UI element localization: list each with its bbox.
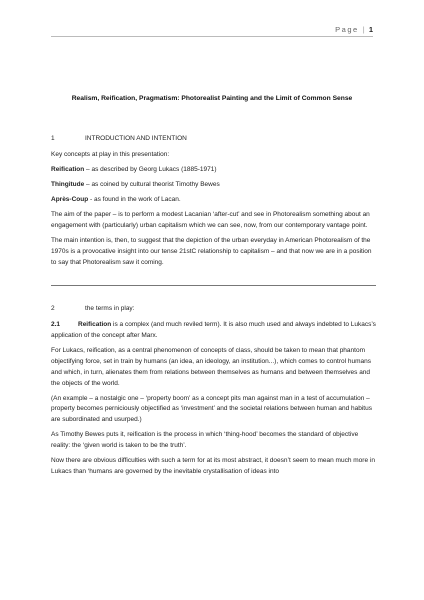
page-separator: | [360, 25, 367, 34]
concept-term: Après-Coup [51, 196, 89, 204]
subsection-2-1 [51, 320, 376, 342]
concept-item [51, 195, 376, 206]
document-body [51, 134, 376, 482]
section-2-title: the terms in play: [85, 305, 135, 313]
section-2-number: 2 [51, 305, 55, 313]
document-title: Realism, Reification, Pragmatism: Photorealist Painting and the Limit of Common Sense [71, 95, 353, 102]
section-2-heading [51, 304, 376, 315]
page-header [335, 25, 373, 34]
section-1-number: 1 [51, 135, 55, 142]
body-paragraph: (An example – a nostalgic one – ‘property boom’ as a concept pits man against man in a test of accumulation – property becomes perniciously objectified as ‘investment’ and the societal relations between human and habitus are subordinated and usurped.) [51, 394, 372, 424]
main-intention-paragraph: The main intention is, then, to suggest that the depiction of the urban everyday in American Photorealism of the 1970s is a provocative insight into our tense 21stC relationship to capitalism – and that now we are in a position to say that Photorealism saw it coming. [51, 237, 372, 266]
concept-term: Thingitude [51, 180, 85, 188]
section-1-title: INTRODUCTION AND INTENTION [85, 135, 187, 142]
section-divider [51, 285, 376, 286]
aim-paragraph: The aim of the paper – is to perform a modest Lacanian ‘after-cut’ and see in Photorealism something about an engagement with (particularly) urban capitalism which we can see, now, from our contemporary vantage point. [51, 211, 370, 229]
body-paragraph: As Timothy Bewes puts it, reification is the process in which ‘thing-hood’ becomes the standard of objective reality: the ‘given world is taken to be the truth’. [51, 431, 359, 450]
subsection-text: is a complex (and much reviled term). It is also much used and always indebted to Lukacs’s application of the concept after Marx. [51, 321, 376, 340]
subsection-number: 2.1 [51, 321, 61, 329]
concept-text: – as coined by cultural theorist Timothy Bewes [84, 180, 220, 188]
concept-term: Reification [51, 165, 85, 173]
subsection-term: Reification [78, 321, 112, 329]
concept-text: – as described by Georg Lukacs (1885-1971) [84, 165, 217, 173]
page-word: Page [335, 25, 359, 34]
section-1-heading [51, 134, 376, 145]
header-rule [51, 36, 373, 37]
concept-text: - as found in the work of Lacan. [88, 196, 181, 204]
body-paragraph: For Lukacs, reification, as a central phenomenon of concepts of class, should be taken to mean that phantom objectifying force, set in train by humans (an idea, an ideology, an institution...), which comes to control humans and which, in turn, alienates them from relations between themselves as humans and between themselves and the objects of the world. [51, 347, 371, 387]
body-paragraph: Now there are obvious difficulties with such a term for at its most abstract, it doesn’t seem to mean much more in Lukacs than ‘humans are governed by the inevitable crystallisation of ideas into [51, 457, 375, 475]
page-number: 1 [368, 25, 373, 34]
concept-item [51, 165, 376, 176]
concepts-intro: Key concepts at play in this presentation: [51, 150, 170, 158]
concept-item [51, 180, 376, 191]
